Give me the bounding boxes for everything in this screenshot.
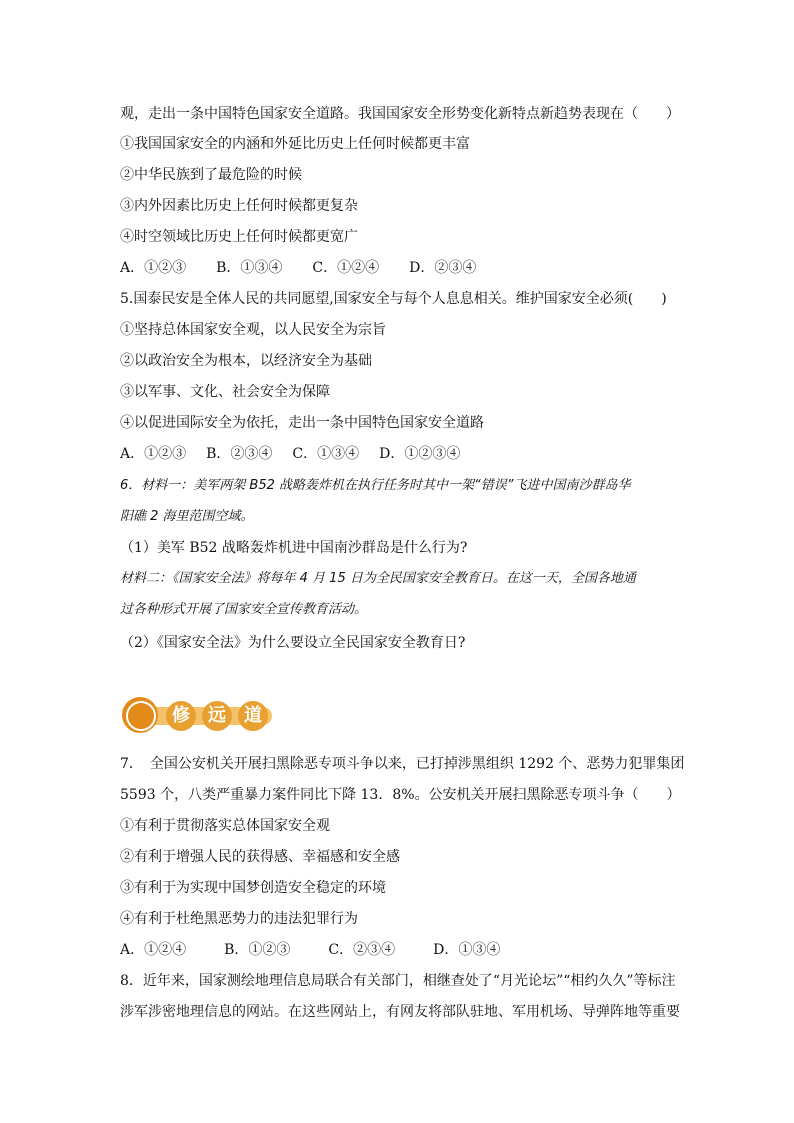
text-line: ②以政治安全为根本，以经济安全为基础 (120, 353, 372, 369)
text-line: 观，走出一条中国特色国家安全道路。我国国家安全形势变化新特点新趋势表现在（ ） (120, 106, 680, 122)
material-text: 6．材料一：美军两架 B52 战略轰炸机在执行任务时其中一架“错误”飞进中国南沙群岛华 (120, 478, 631, 493)
text-line: ④以促进国际安全为依托，走出一条中国特色国家安全道路 (120, 415, 484, 431)
option: A．①②③ (120, 446, 187, 462)
question-8: 8．近年来，国家测绘地理信息局联合有关部门，相继查处了“月光论坛”“相约久久”等标注 (120, 973, 676, 989)
text-line: ①有利于贯彻落实总体国家安全观 (120, 818, 330, 834)
banner-char: 远 (202, 701, 232, 731)
text-line: 涉军涉密地理信息的网站。在这些网站上，有网友将部队驻地、军用机场、导弹阵地等重要 (120, 1004, 680, 1020)
option: B．①②③ (224, 942, 291, 958)
option: C．①③④ (292, 446, 360, 462)
chat-bubble-icon (122, 697, 158, 733)
material-text: 阳礁 2 海里范围空域。 (120, 509, 254, 524)
sub-question: （1）美军 B52 战略轰炸机进中国南沙群岛是什么行为? (120, 540, 468, 556)
text-line: ④时空领域比历史上任何时候都更宽广 (120, 229, 358, 245)
text-line: ③以军事、文化、社会安全为保障 (120, 384, 330, 400)
text-line: ②有利于增强人民的获得感、幸福感和安全感 (120, 849, 400, 865)
section-banner (118, 694, 282, 738)
option: A．①②④ (120, 942, 187, 958)
option: D．②③④ (409, 260, 477, 276)
text-line: ④有利于杜绝黑恶势力的违法犯罪行为 (120, 911, 358, 927)
option: D．①③④ (433, 942, 501, 958)
option: B．②③④ (206, 446, 273, 462)
text-line: ③有利于为实现中国梦创造安全稳定的环境 (120, 880, 386, 896)
answer-options (120, 940, 684, 960)
sub-question: （2）《国家安全法》为什么要设立全民国家安全教育日? (120, 635, 466, 651)
option: C．②③④ (328, 942, 396, 958)
banner-char: 修 (166, 701, 196, 731)
question-7: 7． 全国公安机关开展扫黑除恶专项斗争以来，已打掉涉黑组织 1292 个、恶势力犯罪集团 (120, 756, 685, 772)
text-line: ①我国国家安全的内涵和外延比历史上任何时候都更丰富 (120, 136, 470, 152)
option: C．①②④ (312, 260, 380, 276)
text-line: ③内外因素比历史上任何时候都更复杂 (120, 198, 358, 214)
option: D．①②③④ (379, 446, 461, 462)
option: A．①②③ (120, 260, 187, 276)
question-5: 5.国泰民安是全体人民的共同愿望,国家安全与每个人息息相关。维护国家安全必须( ) (120, 291, 667, 307)
text-line: ①坚持总体国家安全观，以人民安全为宗旨 (120, 322, 386, 338)
option: B．①③④ (216, 260, 283, 276)
material-text: 过各种形式开展了国家安全宣传教育活动。 (120, 602, 368, 617)
material-text: 材料二：《国家安全法》将每年 4 月 15 日为全民国家安全教育日。在这一天，全国各地通 (120, 571, 636, 586)
text-line: ②中华民族到了最危险的时候 (120, 167, 302, 183)
answer-options (120, 258, 684, 278)
answer-options (120, 444, 684, 464)
text-line: 5593 个，八类严重暴力案件同比下降 13．8%。公安机关开展扫黑除恶专项斗争（ ） (120, 787, 681, 803)
banner-char: 道 (238, 701, 268, 731)
